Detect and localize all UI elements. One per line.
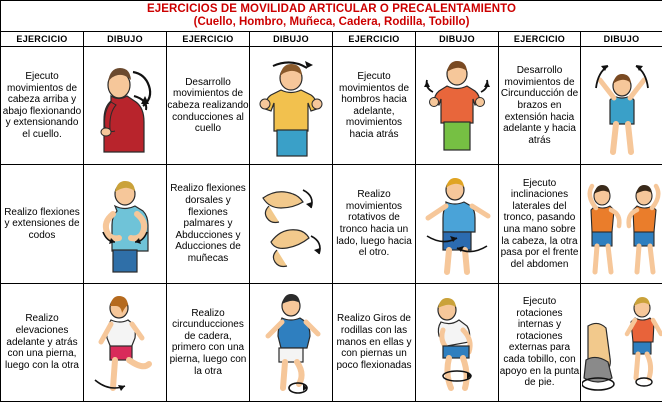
drawing-r1c2 <box>250 47 333 165</box>
exercise-text-r3c3: Realizo Giros de rodillas con las manos en ellas y con piernas un poco flexionadas <box>333 283 416 401</box>
drawing-r3c2 <box>250 283 333 401</box>
title-line-1: EJERCICIOS DE MOVILIDAD ARTICULAR O PRECALENTAMIENTO <box>146 3 517 16</box>
exercise-text-r1c2: Desarrollo movimientos de cabeza realizando conducciones al cuello <box>167 47 250 165</box>
drawing-r3c4 <box>581 283 662 401</box>
exercise-text-r1c4: Desarrollo movimientos de Circunducción de brazos en extensión hacia adelante y hacia atrás <box>499 47 581 165</box>
header-exercise-2: EJERCICIO <box>167 32 250 47</box>
drawing-r1c1 <box>84 47 167 165</box>
exercise-text-r1c1: Ejecuto movimientos de cabeza arriba y abajo flexionando y extensionando el cuello. <box>1 47 84 165</box>
drawing-r2c3 <box>416 165 499 283</box>
exercise-text-r3c1: Realizo elevaciones adelante y atrás con una pierna, luego con la otra <box>1 283 84 401</box>
drawing-r1c4 <box>581 47 662 165</box>
header-drawing-2: DIBUJO <box>250 32 333 47</box>
person-neck-flexion-extension-icon <box>85 52 165 160</box>
header-drawing-1: DIBUJO <box>84 32 167 47</box>
person-elbow-flexion-icon <box>85 170 165 278</box>
header-row <box>1 32 662 47</box>
person-trunk-rotation-icon <box>417 170 497 278</box>
drawing-r3c1 <box>84 283 167 401</box>
header-drawing-4: DIBUJO <box>581 32 662 47</box>
exercise-text-r3c4: Ejecuto rotaciones internas y rotaciones externas para cada tobillo, con apoyo en la punta de pie. <box>499 283 581 401</box>
drawing-r3c3 <box>416 283 499 401</box>
hands-wrist-movements-icon <box>251 170 331 278</box>
title-line-2: (Cuello, Hombro, Muñeca, Cadera, Rodilla, Tobillo) <box>193 16 470 29</box>
document-title <box>1 1 662 32</box>
table-row <box>1 283 662 401</box>
person-neck-circumduction-icon <box>251 52 331 160</box>
header-exercise-3: EJERCICIO <box>333 32 416 47</box>
title-row <box>1 1 662 32</box>
header-exercise-4: EJERCICIO <box>499 32 581 47</box>
drawing-r2c2 <box>250 165 333 283</box>
person-arm-circumduction-icon <box>582 52 662 160</box>
person-lateral-trunk-bends-icon <box>582 170 662 278</box>
header-drawing-3: DIBUJO <box>416 32 499 47</box>
drawing-r2c1 <box>84 165 167 283</box>
person-hip-circumduction-icon <box>251 288 331 396</box>
exercise-text-r2c1: Realizo flexiones y extensiones de codos <box>1 165 84 283</box>
exercise-text-r2c3: Realizo movimientos rotativos de tronco hacia un lado, luego hacia el otro. <box>333 165 416 283</box>
person-knee-rotations-icon <box>417 288 497 396</box>
exercise-text-r3c2: Realizo circunducciones de cadera, primero con una pierna, luego con la otra <box>167 283 250 401</box>
ankle-rotations-icon <box>582 288 662 396</box>
drawing-r2c4 <box>581 165 662 283</box>
exercise-text-r2c4: Ejecuto inclinaciones laterales del tronco, pasando una mano sobre la cabeza, la otra pasa por el frente del abdomen <box>499 165 581 283</box>
header-exercise-1: EJERCICIO <box>1 32 84 47</box>
person-shoulder-movements-icon <box>417 52 497 160</box>
exercise-text-r2c2: Realizo flexiones dorsales y flexiones palmares y Abducciones y Aducciones de muñecas <box>167 165 250 283</box>
exercise-text-r1c3: Ejecuto movimientos de hombros hacia adelante, movimientos hacia atrás <box>333 47 416 165</box>
table-row <box>1 165 662 283</box>
drawing-r1c3 <box>416 47 499 165</box>
table-row <box>1 47 662 165</box>
person-leg-raises-icon <box>85 288 165 396</box>
